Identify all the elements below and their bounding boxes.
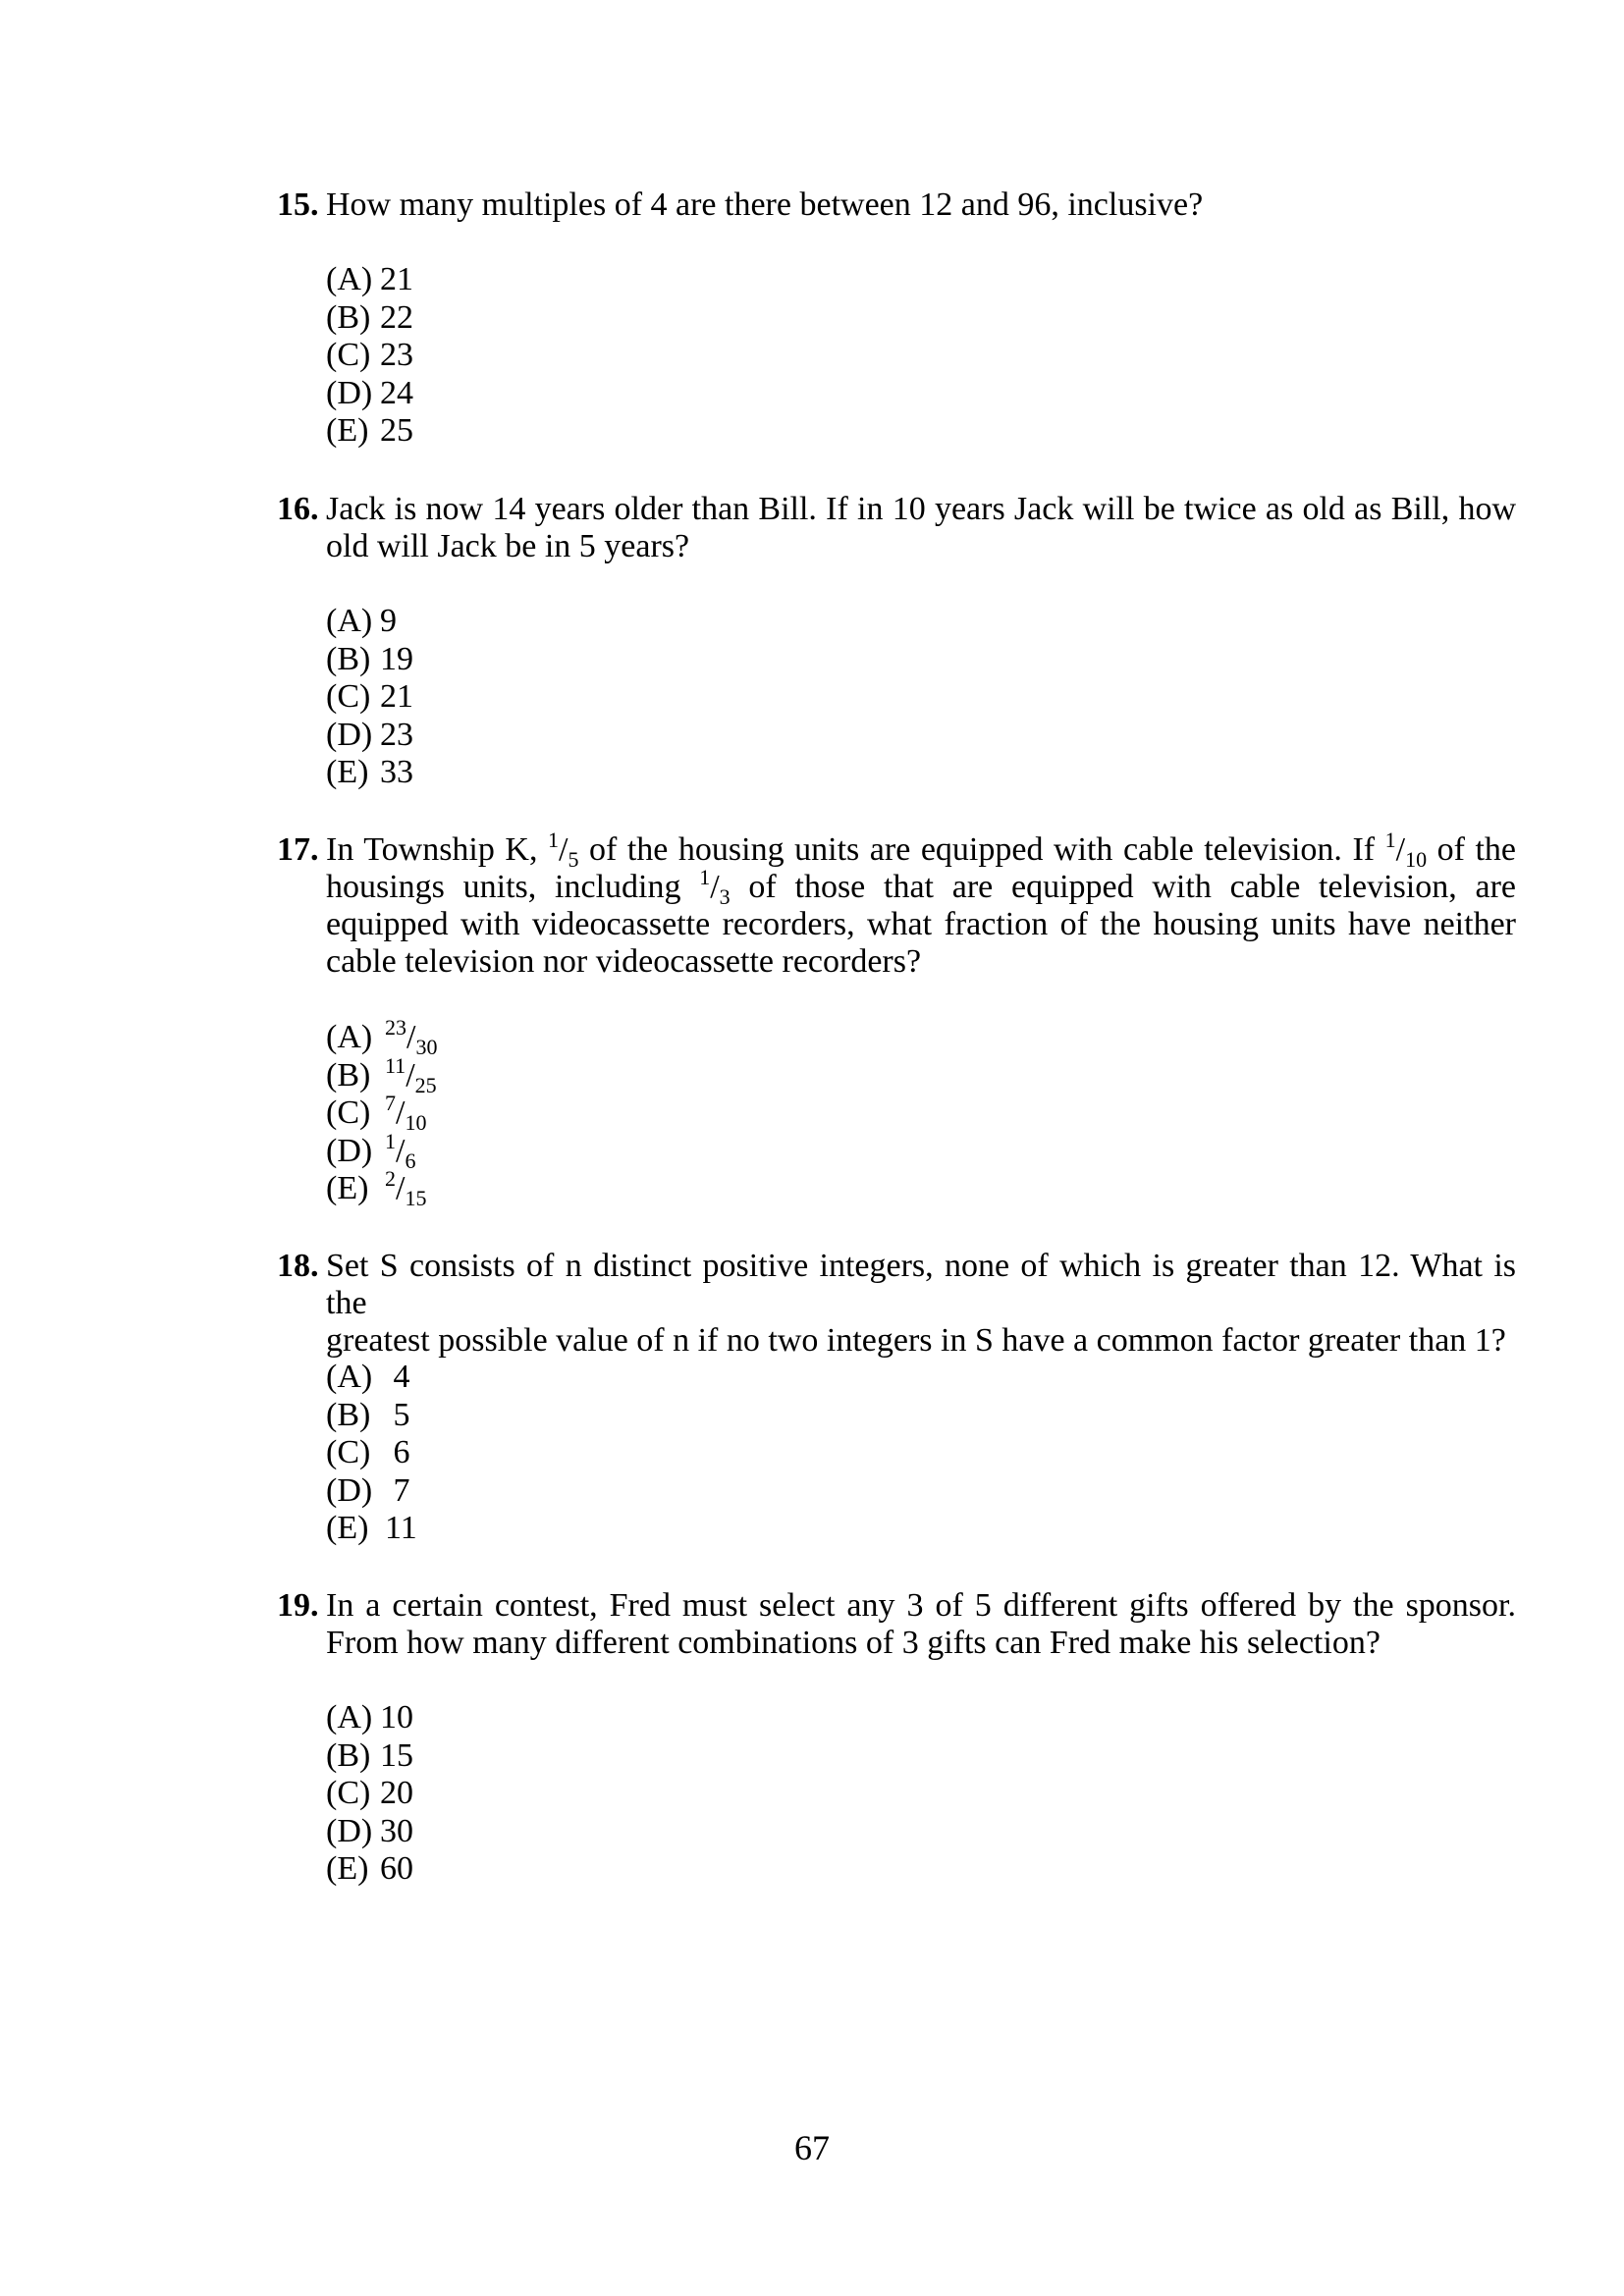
text-fragment: of the housing units are equipped with cable television. If	[578, 831, 1385, 868]
fraction-numerator: 1	[385, 1128, 396, 1153]
fraction-denominator: 10	[405, 1110, 427, 1135]
answer-option	[326, 1359, 417, 1397]
answer-option	[326, 1737, 413, 1776]
fraction-numerator: 1	[548, 828, 559, 852]
option-label: (B)	[326, 298, 371, 336]
question-number: 18.	[277, 1248, 319, 1284]
option-value: 60	[380, 1850, 413, 1887]
option-label: (B)	[326, 1396, 371, 1433]
fraction-denominator: 6	[405, 1148, 416, 1173]
option-value: 22	[380, 298, 413, 336]
option-value: 21	[380, 678, 413, 715]
answer-option	[326, 1775, 413, 1813]
question-text	[326, 491, 1516, 565]
question-number: 15.	[277, 187, 319, 223]
answer-option	[326, 412, 413, 451]
answer-options-16	[326, 603, 413, 792]
answer-option	[326, 754, 413, 792]
fraction-denominator: 30	[415, 1035, 438, 1059]
answer-option	[326, 1813, 413, 1851]
answer-option	[326, 603, 413, 641]
page-number: 67	[794, 2128, 830, 2167]
option-label: (C)	[326, 1775, 371, 1811]
option-value: 9	[380, 603, 397, 639]
question-number: 19.	[277, 1587, 319, 1624]
answer-options-19	[326, 1699, 413, 1889]
answer-option: (B) $^{11}/_{25}$	[326, 1052, 437, 1097]
answer-option: (A) $^{23}/_{30}$	[326, 1015, 438, 1059]
option-label: (B)	[326, 1056, 371, 1094]
fraction-denominator: 10	[1405, 847, 1428, 872]
question-line: Set S consists of n distinct positive integers, none of which is greater than 12. What is the	[326, 1248, 1516, 1321]
answer-option: (E) $^2/_{15}$	[326, 1166, 427, 1210]
option-value: 30	[380, 1812, 413, 1849]
option-label: (A)	[326, 1359, 373, 1395]
option-label: (E)	[326, 1850, 369, 1887]
fraction-denominator: 25	[414, 1072, 437, 1097]
answer-option	[326, 261, 413, 299]
text-fragment: housings units, including	[326, 869, 700, 905]
option-label: (A)	[326, 261, 373, 297]
answer-option	[326, 641, 413, 679]
question-17	[277, 828, 1517, 981]
answer-option	[326, 375, 413, 413]
answer-options-18	[326, 1359, 417, 1548]
option-value: 19	[380, 640, 413, 677]
answer-option	[326, 299, 413, 338]
option-label: (A)	[326, 1019, 373, 1055]
text-fragment: of the	[1427, 831, 1517, 868]
question-line: In Township K, $^1/_5$ of the housing units are equipped with cable television. If $^1/_{10}$ of the	[326, 828, 1517, 872]
option-label: (C)	[326, 337, 371, 373]
answer-option: (D) $^1/_6$	[326, 1128, 416, 1173]
fraction-denominator: 5	[568, 847, 579, 872]
text-fragment: In Township K,	[326, 831, 548, 868]
answer-options-15	[326, 261, 413, 451]
option-value: 11	[385, 1510, 417, 1546]
question-text	[326, 187, 1516, 224]
option-label: (D)	[326, 374, 373, 411]
option-label: (B)	[326, 640, 371, 677]
option-value: 23	[380, 716, 413, 753]
question-line: In a certain contest, Fred must select any 3 of 5 different gifts offered by the sponsor.	[326, 1587, 1516, 1624]
option-label: (C)	[326, 1434, 371, 1470]
fraction-denominator: 3	[719, 884, 731, 909]
question-number: 16.	[277, 491, 319, 527]
option-value: 15	[380, 1736, 413, 1774]
question-number: 17.	[277, 831, 319, 868]
option-value: 5	[385, 1396, 410, 1433]
question-line: equipped with videocassette recorders, what fraction of the housing units have neither	[326, 906, 1516, 942]
question-line: housings units, including $^1/_3$ of those that are equipped with cable television, are	[326, 865, 1516, 909]
answer-option	[326, 1699, 413, 1737]
question-text	[326, 1248, 1516, 1360]
question-line: How many multiples of 4 are there between 12 and 96, inclusive?	[326, 187, 1204, 223]
fraction-numerator: 7	[385, 1091, 396, 1115]
question-text	[326, 1587, 1516, 1662]
question-16	[277, 491, 1516, 565]
answer-option	[326, 1472, 417, 1511]
question-19	[277, 1587, 1516, 1662]
question-line: cable television nor videocassette recorders?	[326, 943, 922, 980]
question-15	[277, 187, 1516, 224]
fraction-numerator: 2	[385, 1166, 396, 1191]
option-label: (D)	[326, 1132, 373, 1169]
option-label: (B)	[326, 1736, 371, 1774]
option-value: 10	[380, 1699, 413, 1735]
option-label: (C)	[326, 1095, 371, 1131]
fraction-numerator: 11	[385, 1052, 406, 1078]
fraction-numerator: 23	[385, 1015, 406, 1040]
option-label: (E)	[326, 1170, 369, 1206]
option-value: 4	[385, 1359, 410, 1395]
option-label: (D)	[326, 1471, 373, 1509]
option-label: (E)	[326, 412, 369, 449]
option-label: (E)	[326, 1510, 369, 1546]
question-line: Jack is now 14 years older than Bill. If in 10 years Jack will be twice as old as Bill, how	[326, 491, 1516, 527]
option-label: (A)	[326, 603, 373, 639]
option-label: (D)	[326, 716, 373, 753]
option-value: 7	[385, 1471, 410, 1509]
option-value: 33	[380, 754, 413, 790]
question-18	[277, 1248, 1516, 1360]
answer-option	[326, 1434, 417, 1472]
question-line: old will Jack be in 5 years?	[326, 528, 690, 564]
option-label: (A)	[326, 1699, 373, 1735]
fraction-numerator: 1	[699, 865, 711, 889]
answer-option: (C) $^7/_{10}$	[326, 1091, 427, 1135]
option-value: 20	[380, 1775, 413, 1811]
option-value: 6	[385, 1434, 410, 1470]
text-fragment: of those that are equipped with cable television, are	[730, 869, 1516, 905]
question-line: greatest possible value of n if no two integers in S have a common factor greater than 1?	[326, 1322, 1506, 1359]
question-line: From how many different combinations of 3 gifts can Fred make his selection?	[326, 1625, 1380, 1661]
option-label: (E)	[326, 754, 369, 790]
answer-option	[326, 717, 413, 755]
option-value: 21	[380, 261, 413, 297]
answer-option	[326, 337, 413, 375]
option-label: (D)	[326, 1812, 373, 1849]
option-value: 24	[380, 374, 413, 411]
answer-option	[326, 1397, 417, 1435]
fraction-denominator: 15	[405, 1186, 427, 1210]
answer-option	[326, 1850, 413, 1889]
question-text	[326, 828, 1517, 981]
option-value: 25	[380, 412, 413, 449]
answer-option	[326, 678, 413, 717]
fraction-numerator: 1	[1384, 828, 1396, 852]
option-value: 23	[380, 337, 413, 373]
answer-option	[326, 1510, 417, 1548]
answer-options-17	[326, 1015, 438, 1210]
option-label: (C)	[326, 678, 371, 715]
